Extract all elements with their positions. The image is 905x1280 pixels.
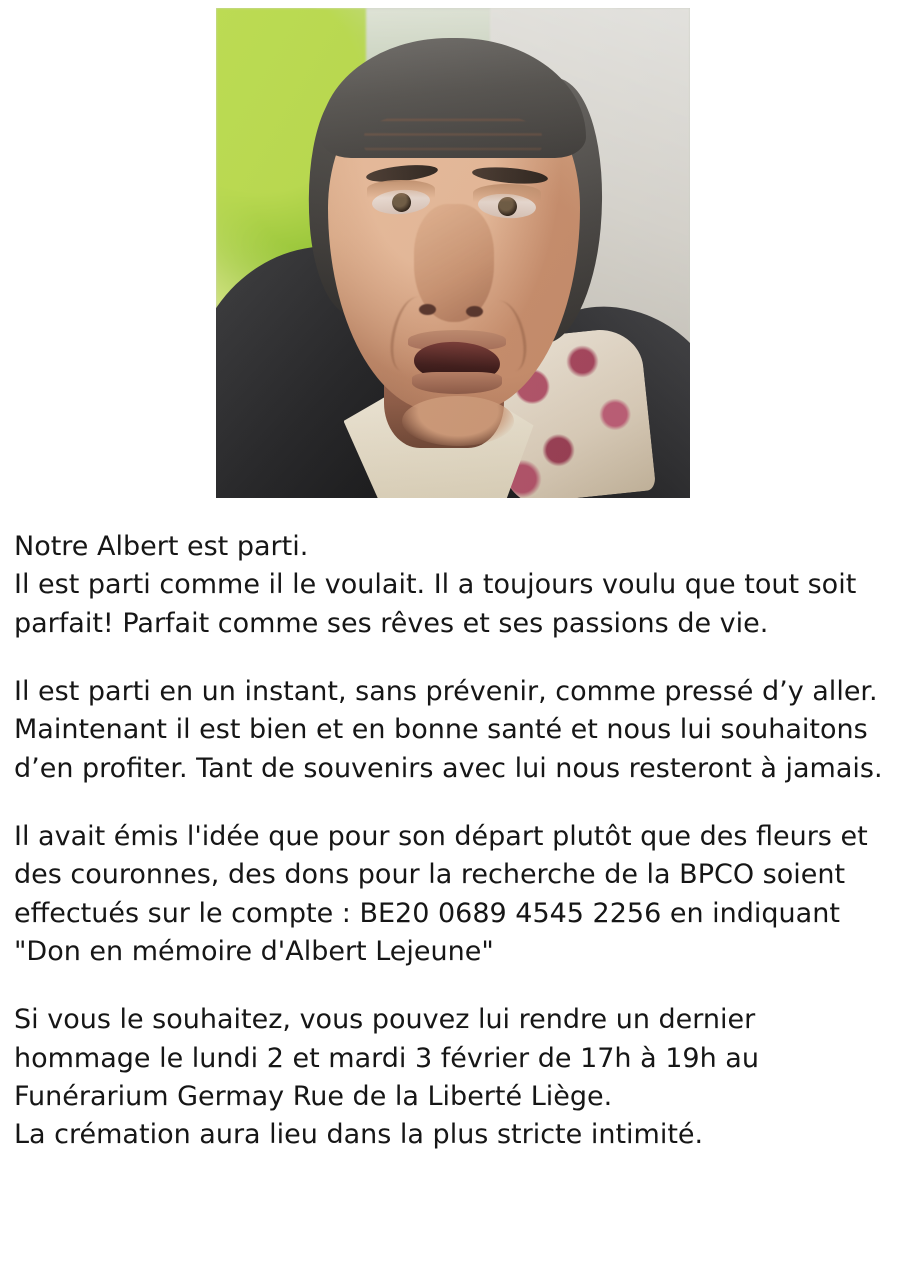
lower-lip [412,372,502,394]
paragraph-1 [14,528,891,643]
paragraph-1-line-2: Il est parti comme il le voulait. Il a toujours voulu que tout soit parfait! Parfait comme ses rêves et ses passions de vie. [14,569,857,639]
portrait-photo-container [0,0,905,498]
eyelid-left [367,180,435,198]
paragraph-3-donation [14,818,891,971]
paragraph-3-line-1: Il avait émis l'idée que pour son départ plutôt que des fleurs et des couronnes, des dons pour la recherche de la BPCO soient effectués sur le compte : BE20 0689 4545 2256 en indiquant "Don en mémoire d'Albert Lejeune" [14,820,868,967]
chin [402,396,514,446]
paragraph-4-ceremony [14,1001,891,1154]
forehead-wrinkles [364,110,542,162]
portrait-photo-albert [216,8,690,498]
eyelid-right [473,184,541,202]
paragraph-2-line-1: Il est parti en un instant, sans prévenir, comme pressé d’y aller. Maintenant il est bien et en bonne santé et nous lui souhaitons d’en profiter. Tant de souvenirs avec lui nous resteront à jamais. [14,675,883,784]
paragraph-4-line-2: La crémation aura lieu dans la plus stricte intimité. [14,1119,704,1151]
paragraph-4-line-1: Si vous le souhaitez, vous pouvez lui rendre un dernier hommage le lundi 2 et mardi 3 février de 17h à 19h au Funérarium Germay Rue de la Liberté Liège. [14,1004,759,1112]
paragraph-2 [14,673,891,788]
nostril-right [466,306,483,317]
paragraph-1-line-1: Notre Albert est parti. [14,531,309,562]
memorial-text [0,498,905,1175]
